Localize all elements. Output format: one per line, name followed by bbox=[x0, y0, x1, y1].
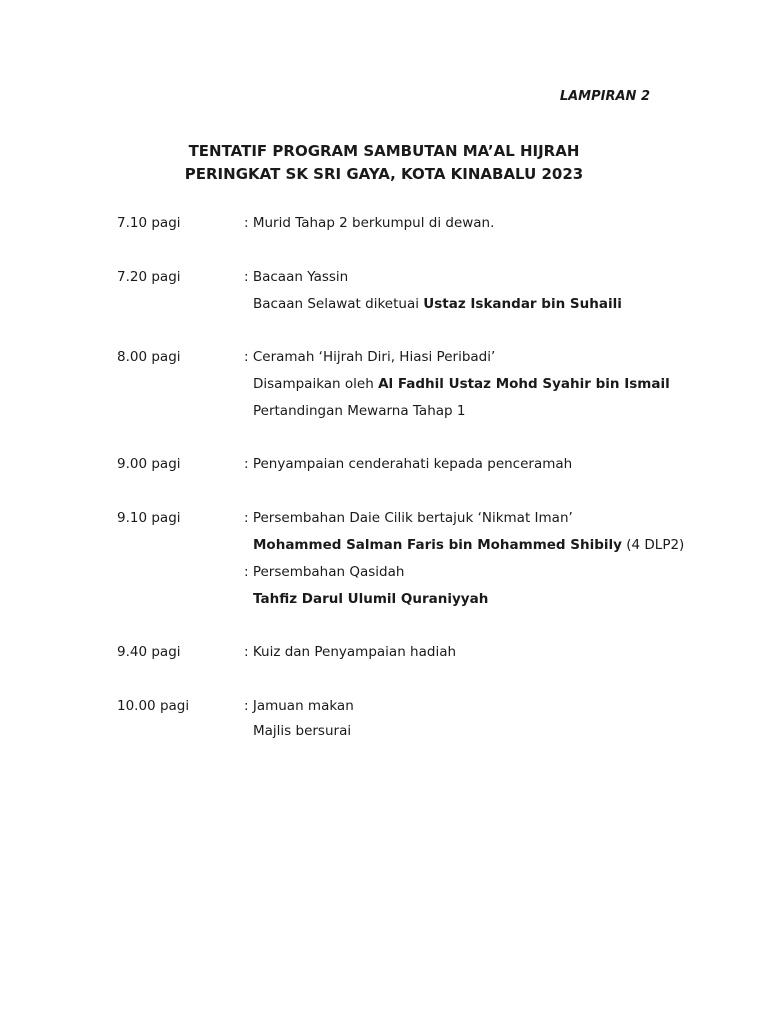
schedule-activity: : Persembahan Qasidah bbox=[244, 564, 405, 580]
schedule-activity: : Jamuan makan bbox=[244, 698, 354, 714]
schedule-activity-detail bbox=[253, 296, 622, 312]
title-line-1: TENTATIF PROGRAM SAMBUTAN MA’AL HIJRAH bbox=[188, 142, 580, 160]
schedule-time: 8.00 pagi bbox=[117, 349, 181, 365]
schedule-activity: : Murid Tahap 2 berkumpul di dewan. bbox=[244, 215, 495, 231]
schedule-activity: : Persembahan Daie Cilik bertajuk ‘Nikmat Iman’ bbox=[244, 510, 573, 526]
schedule-time: 7.20 pagi bbox=[117, 269, 181, 285]
schedule-time: 10.00 pagi bbox=[117, 698, 190, 714]
schedule-time: 7.10 pagi bbox=[117, 215, 181, 231]
appendix-label: LAMPIRAN 2 bbox=[559, 89, 650, 104]
schedule-activity-detail bbox=[253, 537, 684, 553]
schedule-activity-detail: Majlis bersurai bbox=[253, 723, 352, 739]
detail-person: Ustaz Iskandar bin Suhaili bbox=[423, 296, 622, 312]
schedule-time: 9.00 pagi bbox=[117, 456, 181, 472]
schedule-time: 9.40 pagi bbox=[117, 644, 181, 660]
schedule-time: 9.10 pagi bbox=[117, 510, 181, 526]
title-line-2: PERINGKAT SK SRI GAYA, KOTA KINABALU 2023 bbox=[184, 165, 584, 183]
detail-text: Disampaikan oleh bbox=[253, 376, 379, 392]
schedule-activity-detail bbox=[253, 376, 670, 392]
schedule-activity: : Ceramah ‘Hijrah Diri, Hiasi Peribadi’ bbox=[244, 349, 496, 365]
detail-class: (4 DLP2) bbox=[621, 537, 685, 553]
schedule-activity: : Kuiz dan Penyampaian hadiah bbox=[244, 644, 457, 660]
detail-person: Mohammed Salman Faris bin Mohammed Shibily bbox=[253, 537, 622, 553]
document-title bbox=[0, 140, 768, 186]
detail-group: Tahfiz Darul Ulumil Quraniyyah bbox=[253, 591, 489, 607]
detail-person: Al Fadhil Ustaz Mohd Syahir bin Ismail bbox=[378, 376, 670, 392]
detail-text: Bacaan Selawat diketuai bbox=[253, 296, 424, 312]
schedule-activity: : Bacaan Yassin bbox=[244, 269, 349, 285]
schedule-activity-detail: Pertandingan Mewarna Tahap 1 bbox=[253, 403, 466, 419]
schedule-activity-detail bbox=[253, 591, 488, 607]
schedule-activity: : Penyampaian cenderahati kepada penceramah bbox=[244, 456, 573, 472]
